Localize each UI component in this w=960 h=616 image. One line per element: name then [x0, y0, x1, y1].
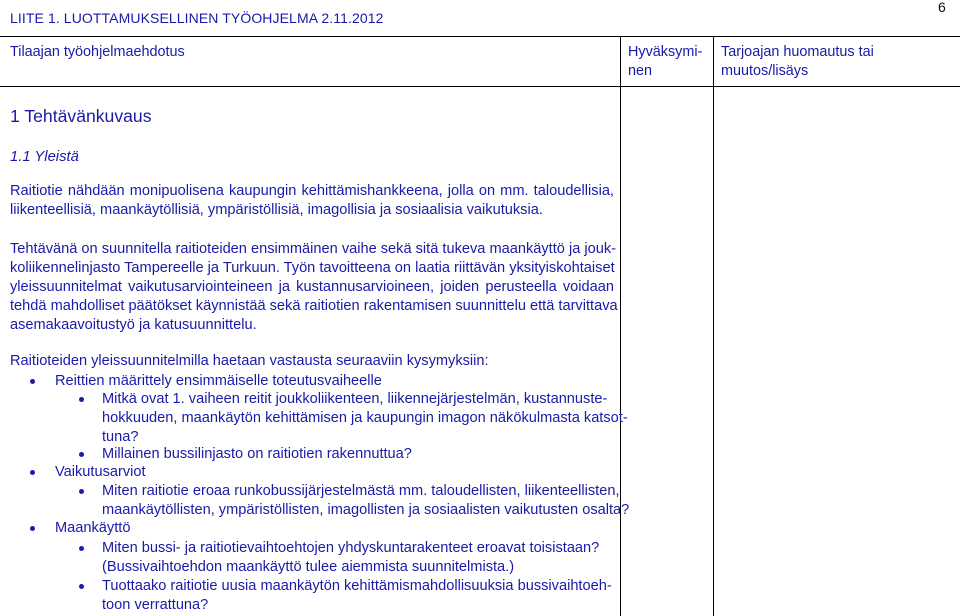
list-item	[55, 519, 130, 538]
column-divider-2	[713, 37, 714, 616]
bullet-icon	[79, 452, 84, 457]
bullet-icon	[79, 546, 84, 551]
bullet-icon	[30, 526, 35, 531]
column-header-remarks-line1: Tarjoajan huomautus tai	[721, 44, 874, 60]
paragraph-line: yleissuunnitelmat vaikutusarviointeineen ja kustannusarvioineen, joiden perusteella voidaan	[10, 279, 614, 295]
list-item-text: Millainen bussilinjasto on raitiotien rakennuttua?	[102, 446, 412, 462]
list-item-text: hokkuuden, maankäytön kehittämisen ja kaupungin imagon näkökulmasta katsot-	[102, 410, 628, 426]
list-item-text: Miten raitiotie eroaa runkobussijärjestelmästä mm. taloudellisten, liikenteellisten,	[102, 483, 620, 499]
paragraph-line: asemakaavoitustyö ja katusuunnittelu.	[10, 317, 257, 333]
paragraph-line: liikenteellisiä, maankäytöllisiä, ympäristöllisiä, imagollisia ja sosiaalisia vaikutuksia.	[10, 202, 543, 218]
list-subitem	[102, 539, 599, 577]
list-subitem	[102, 577, 612, 615]
column-header-approval	[628, 43, 702, 81]
list-item-text: Vaikutusarviot	[55, 464, 146, 480]
list-item-text: Tuottaako raitiotie uusia maankäytön kehittämismahdollisuuksia bussivaihtoeh-	[102, 578, 612, 594]
list-item-text: Reittien määrittely ensimmäiselle toteutusvaiheelle	[55, 373, 382, 389]
list-item-text: (Bussivaihtoehdon maankäyttö tulee aiemmista suunnitelmista.)	[102, 559, 515, 575]
list-item	[55, 372, 382, 391]
bullet-icon	[30, 379, 35, 384]
column-header-remarks-line2: muutos/lisäys	[721, 63, 809, 79]
section-heading: 1 Tehtävänkuvaus	[10, 106, 152, 126]
paragraph-line: tehdä mahdolliset päätökset käynnistää sekä raitiotien rakentamisen suunnittelu että tarvittava	[10, 298, 618, 314]
list-subitem	[102, 390, 628, 447]
column-header-approval-line1: Hyväksymi-	[628, 44, 703, 60]
document-header-title: LIITE 1. LUOTTAMUKSELLINEN TYÖOHJELMA 2.11.2012	[10, 10, 384, 26]
bullet-icon	[79, 584, 84, 589]
bullet-icon	[30, 470, 35, 475]
paragraph-questions-intro: Raitioteiden yleissuunnitelmilla haetaan vastausta seuraaviin kysymyksiin:	[10, 353, 489, 369]
paragraph-intro	[10, 182, 614, 220]
column-header-work-plan: Tilaajan työohjelmaehdotus	[10, 44, 185, 60]
bullet-icon	[79, 489, 84, 494]
paragraph-line: Raitiotie nähdään monipuolisena kaupungin kehittämishankkeena, jolla on mm. taloudellisia,	[10, 183, 614, 199]
list-item-text: Miten bussi- ja raitiotievaihtoehtojen yhdyskuntarakenteet eroavat toisistaan?	[102, 540, 600, 556]
header-divider	[0, 36, 960, 37]
subsection-heading: 1.1 Yleistä	[10, 149, 79, 165]
page-number: 6	[938, 0, 946, 15]
bullet-icon	[79, 397, 84, 402]
list-item-text: toon verrattuna?	[102, 597, 209, 613]
list-item-text: maankäytöllisten, ympäristöllisten, imagollisten ja sosiaalisten vaikutusten osalta?	[102, 502, 630, 518]
column-header-remarks	[721, 43, 874, 81]
list-item	[55, 463, 146, 482]
list-subitem	[102, 482, 629, 520]
paragraph-task	[10, 240, 618, 335]
paragraph-line: koliikennelinjasto Tampereelle ja Turkuun. Työn tavoitteena on laatia riittävän yksityiskohtaiset	[10, 260, 615, 276]
column-header-divider	[0, 86, 960, 87]
list-subitem	[102, 445, 412, 464]
column-divider-1	[620, 37, 621, 616]
list-item-text: tuna?	[102, 429, 139, 445]
paragraph-line: Tehtävänä on suunnitella raitioteiden ensimmäinen vaihe sekä sitä tukeva maankäyttö ja jouk-	[10, 241, 616, 257]
list-item-text: Mitkä ovat 1. vaiheen reitit joukkoliikenteen, liikennejärjestelmän, kustannuste-	[102, 391, 608, 407]
column-header-approval-line2: nen	[628, 63, 653, 79]
list-item-text: Maankäyttö	[55, 520, 131, 536]
